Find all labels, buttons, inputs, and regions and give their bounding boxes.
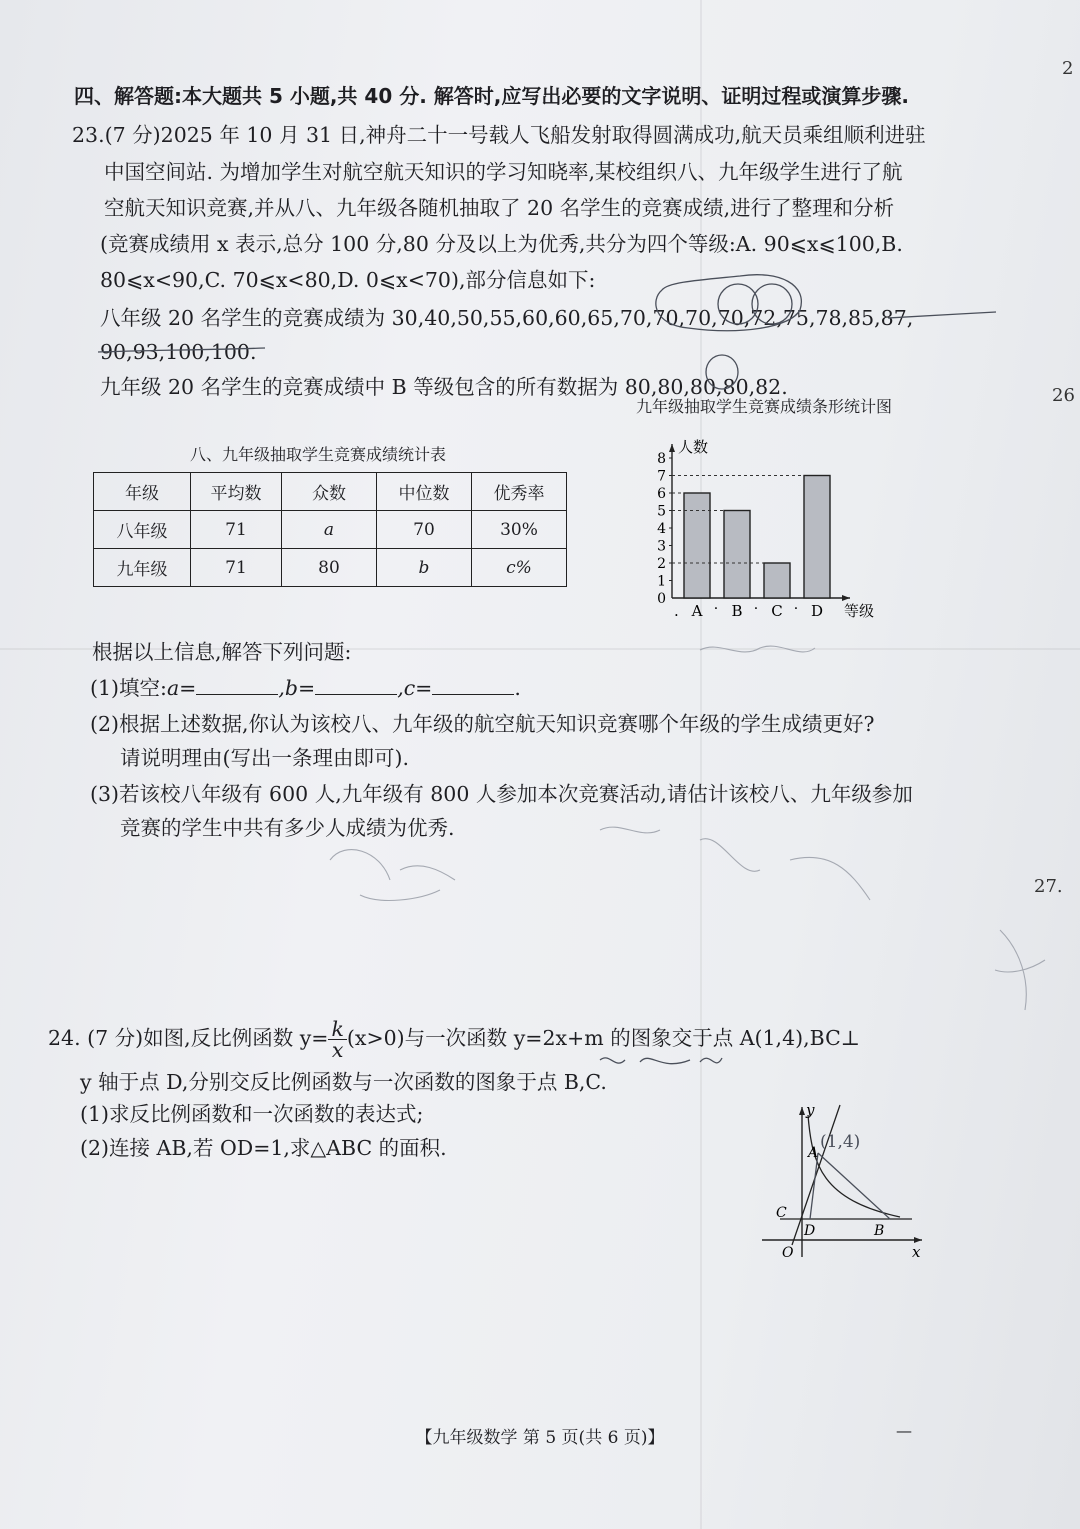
table-header: 优秀率 <box>472 473 567 511</box>
q23-line: 80⩽x<90,C. 70⩽x<80,D. 0⩽x<70),部分信息如下: <box>100 268 596 292</box>
chart-y-tick: 5 <box>657 503 666 520</box>
chart-x-tick: A <box>691 602 703 620</box>
table-cell: a <box>282 511 377 549</box>
table-row <box>94 549 567 587</box>
table-row <box>94 511 567 549</box>
chart-y-label: 人数 <box>678 438 709 456</box>
chart-origin-dot: . <box>674 602 679 620</box>
function-figure <box>750 1095 930 1265</box>
y-axis-arrow <box>799 1107 805 1115</box>
table-cell: 30% <box>472 511 567 549</box>
table-header: 中位数 <box>377 473 472 511</box>
chart-title: 九年级抽取学生竞赛成绩条形统计图 <box>636 397 893 416</box>
chart-y-tick: 3 <box>657 538 666 555</box>
chart-x-tick: D <box>810 602 824 620</box>
table-header: 平均数 <box>191 473 282 511</box>
q23-sub2: (2)根据上述数据,你认为该校八、九年级的航空航天知识竞赛哪个年级的学生成绩更好? <box>90 712 875 736</box>
blank-b-label: ,b= <box>278 676 316 700</box>
q24-tail: (x>0)与一次函数 y=2x+m 的图象交于点 A(1,4),BC⊥ <box>346 1026 861 1050</box>
chart-x-label: 等级 <box>844 602 875 620</box>
footer-text: 【九年级数学 第 5 页(共 6 页)】 <box>415 1428 665 1448</box>
faint-scribble <box>600 827 870 900</box>
page-footer <box>0 1423 1080 1448</box>
chart-y-tick: 0 <box>657 591 666 607</box>
q24-line: y 轴于点 D,分别交反比例函数与一次函数的图象于点 B,C. <box>80 1070 607 1094</box>
table-header: 众数 <box>282 473 377 511</box>
fraction-k-over-x <box>328 1019 346 1060</box>
blank-c[interactable] <box>432 676 514 695</box>
q24-sub2: (2)连接 AB,若 OD=1,求△ABC 的面积. <box>80 1136 447 1160</box>
q23-sub3: 竞赛的学生中共有多少人成绩为优秀. <box>120 816 455 840</box>
edge-mark: 26 <box>1052 385 1075 406</box>
sub1-end: . <box>514 676 521 700</box>
table-cell: 九年级 <box>94 549 191 587</box>
chart-bar <box>684 493 710 598</box>
edge-mark: 2 <box>1062 58 1074 79</box>
q23-prompt: 根据以上信息,解答下列问题: <box>92 640 352 664</box>
hyperbola-curve <box>808 1115 900 1217</box>
chart-x-tick: B <box>731 602 743 620</box>
edge-mark: 27. <box>1034 876 1063 897</box>
chart-y-tick: 4 <box>657 521 666 537</box>
chart-y-tick: 8 <box>657 451 666 467</box>
footer-dash: — <box>896 1421 912 1440</box>
point-b-label: B <box>874 1223 885 1239</box>
chart-bar <box>724 511 750 599</box>
chart-y-tick: 2 <box>657 556 666 572</box>
q23-line: 中国空间站. 为增加学生对航空航天知识的学习知晓率,某校组织八、九年级学生进行了航 <box>104 160 903 184</box>
chart-tick-dot: · <box>793 601 799 617</box>
linear-function <box>792 1105 840 1245</box>
table-cell: 80 <box>282 549 377 587</box>
q23-sub1 <box>90 674 521 702</box>
q23-line: (竞赛成绩用 x 表示,总分 100 分,80 分及以上为优秀,共分为四个等级:A. 90⩽x⩽100,B. <box>100 232 903 256</box>
faint-scribble <box>330 850 455 901</box>
point-c-label: C <box>776 1205 787 1221</box>
table-cell: c% <box>472 549 567 587</box>
table-caption: 八、九年级抽取学生竞赛成绩统计表 <box>190 445 447 464</box>
axis-y-label: y <box>806 1101 815 1119</box>
chart-bar <box>804 476 830 599</box>
chart-tick-dot: · <box>713 601 719 617</box>
q23-sub3: (3)若该校八年级有 600 人,九年级有 800 人参加本次竞赛活动,请估计该校八、九年级参加 <box>90 782 913 806</box>
segment-ab <box>818 1153 890 1219</box>
bar-chart <box>650 420 890 620</box>
point-d-label: D <box>804 1223 816 1239</box>
table-cell: 71 <box>191 511 282 549</box>
origin-label: O <box>782 1245 794 1261</box>
blank-a-label: a= <box>166 676 197 700</box>
blank-b[interactable] <box>315 676 397 695</box>
table-cell: 71 <box>191 549 282 587</box>
q24-sub1: (1)求反比例函数和一次函数的表达式; <box>80 1102 424 1126</box>
q23-line: 九年级 20 名学生的竞赛成绩中 B 等级包含的所有数据为 80,80,80,80,82. <box>100 375 788 399</box>
blank-c-label: ,c= <box>397 676 433 700</box>
chart-y-tick: 1 <box>657 573 666 590</box>
handwritten-note: (1,4) <box>820 1132 861 1152</box>
faint-scribble <box>995 930 1045 1010</box>
chart-bar <box>764 563 790 598</box>
q23-line: 23.(7 分)2025 年 10 月 31 日,神舟二十一号载人飞船发射取得圆满成功,航天员乘组顺利进驻 <box>72 123 926 147</box>
q23-line: 90,93,100,100. <box>100 340 257 364</box>
axis-x-label: x <box>912 1243 921 1261</box>
chart-y-tick: 7 <box>657 468 666 485</box>
q23-line: 空航天知识竞赛,并从八、九年级各随机抽取了 20 名学生的竞赛成绩,进行了整理和分析 <box>104 196 895 220</box>
stats-table <box>93 472 567 587</box>
chart-tick-dot: · <box>753 601 759 617</box>
table-cell: 八年级 <box>94 511 191 549</box>
table-cell: 70 <box>377 511 472 549</box>
table-cell: b <box>377 549 472 587</box>
chart-x-tick: C <box>771 602 783 620</box>
q23-sub2: 请说明理由(写出一条理由即可). <box>120 746 410 770</box>
frac-den: x <box>331 1038 344 1062</box>
blank-a[interactable] <box>196 676 278 695</box>
section-title: 四、解答题:本大题共 5 小题,共 40 分. 解答时,应写出必要的文字说明、证明过程或演算步骤. <box>74 84 909 108</box>
handdrawn-line <box>810 1153 818 1219</box>
sub1-prefix: (1)填空: <box>90 676 167 700</box>
chart-x-arrow <box>842 595 850 601</box>
q24-head: 24. (7 分)如图,反比例函数 y= <box>48 1026 329 1050</box>
frac-num: k <box>328 1019 346 1040</box>
table-header: 年级 <box>94 473 191 511</box>
chart-y-arrow <box>669 444 675 452</box>
q23-line: 八年级 20 名学生的竞赛成绩为 30,40,50,55,60,60,65,70,70,70,70,72,75,78,85,87, <box>100 306 914 330</box>
chart-y-tick: 6 <box>657 486 666 502</box>
q24-line <box>48 1016 860 1060</box>
point-a-label: A <box>808 1145 819 1161</box>
